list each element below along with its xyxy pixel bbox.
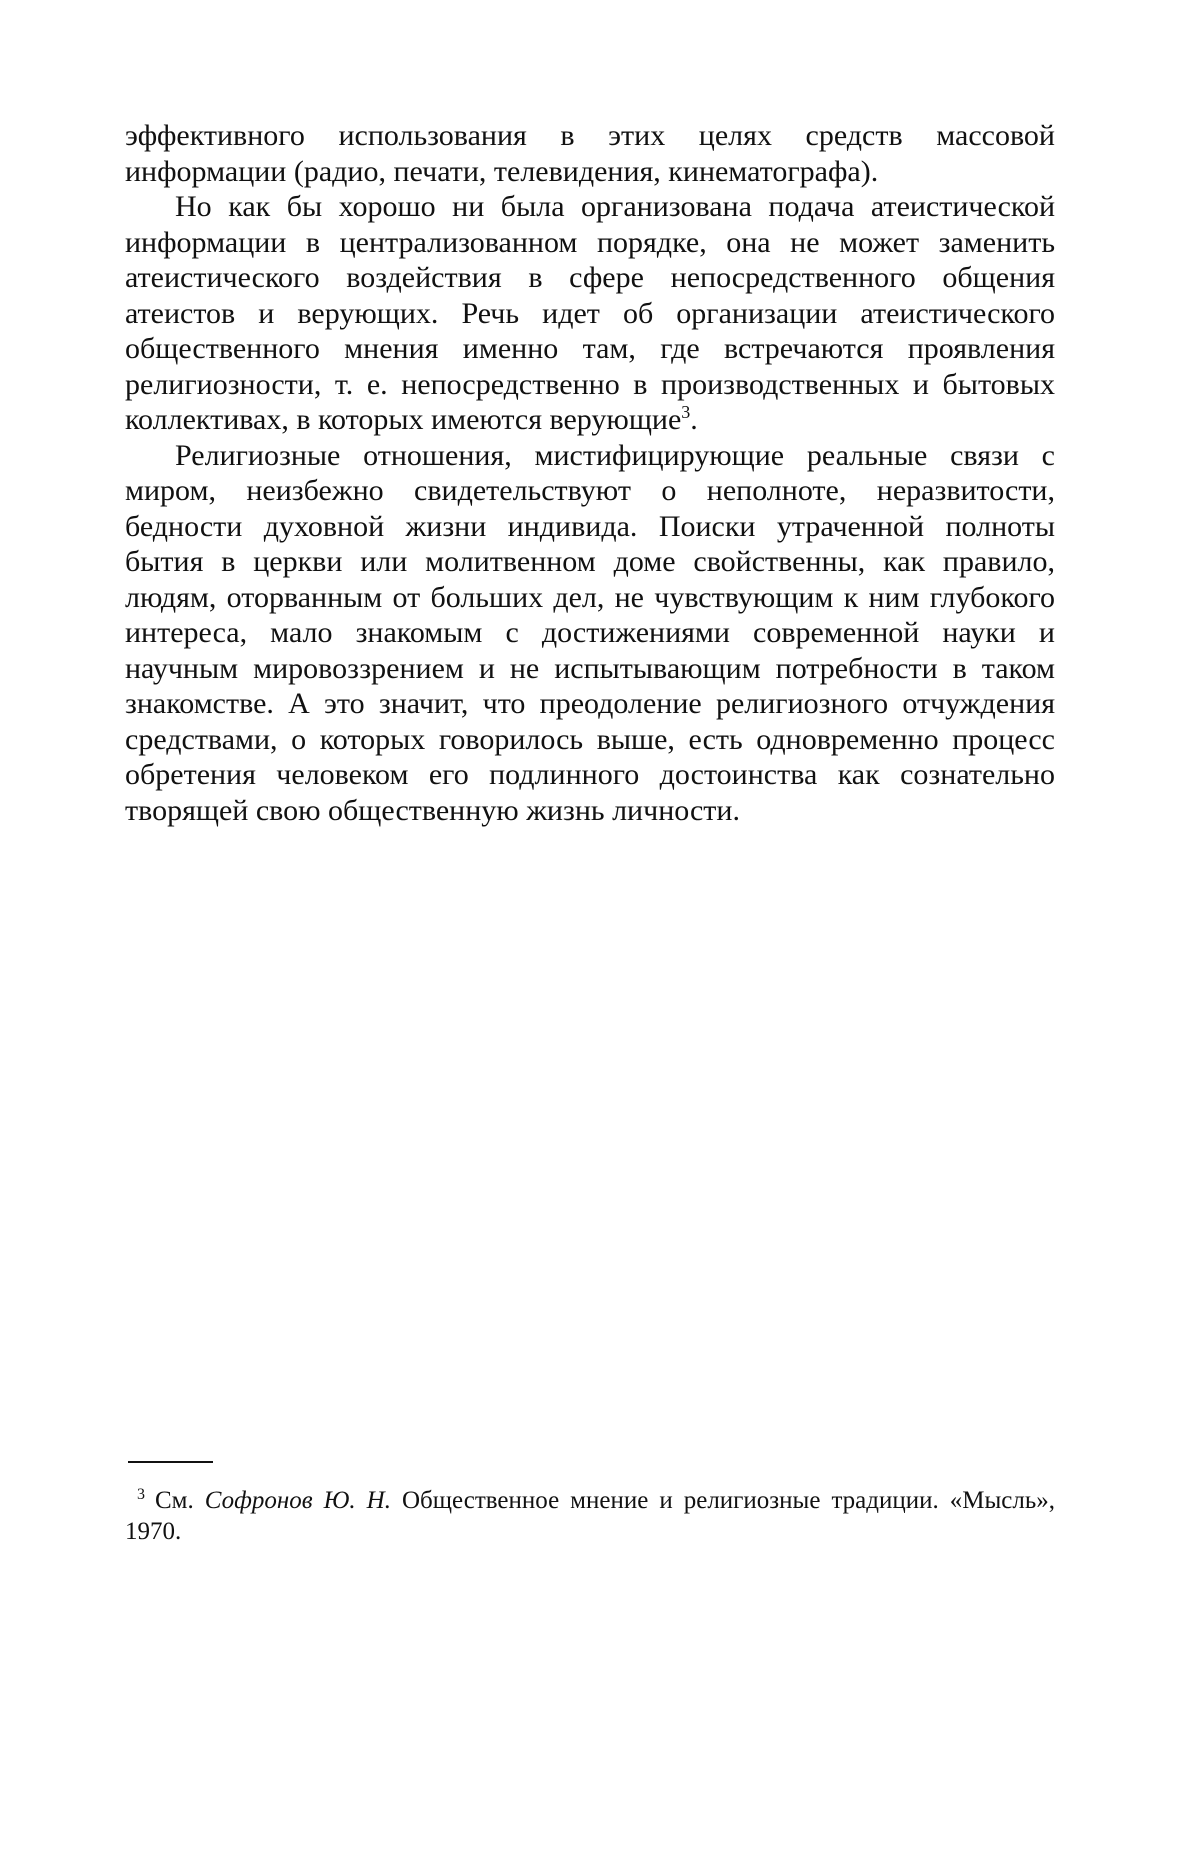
- paragraph-2-text: Но как бы хорошо ни была организована подача атеистической информации в централизованном порядке, она не может заменить атеистического воздействия в сфере непосредственного общения атеистов и верующих. Речь идет об организации атеистического общественного мнения именно там, где встречаются проявления религиозности, т. е. непосредственно в производственных и бытовых коллективах, в которых имеются верующие: [125, 190, 1055, 436]
- footnote: [125, 1485, 1055, 1547]
- footnote-author: Софронов Ю. Н.: [204, 1487, 391, 1514]
- footnote-mark: 3: [137, 1485, 145, 1503]
- paragraph-atheist-information: [125, 189, 1055, 438]
- paragraph-religious-relations: [125, 438, 1055, 829]
- footnote-reference: 3: [681, 402, 691, 422]
- footnote-prefix: См.: [155, 1487, 194, 1514]
- paragraph-1-text: эффективного использования в этих целях средств массовой информации (радио, печати, телевидения, кинематографа).: [125, 119, 1055, 188]
- footnote-citation: Общественное мнение и религиозные традиции. «Мысль», 1970.: [125, 1487, 1056, 1545]
- body-text: [125, 118, 1055, 828]
- paragraph-continuation: [125, 118, 1055, 189]
- paragraph-2-end: .: [690, 403, 698, 436]
- footnote-divider: [128, 1461, 213, 1463]
- paragraph-3-text: Религиозные отношения, мистифицирующие реальные связи с миром, неизбежно свидетельствуют о неполноте, неразвитости, бедности духовной жизни индивида. Поиски утраченной полноты бытия в церкви или молитвенном доме свойственны, как правило, людям, оторванным от больших дел, не чувствующим к ним глубокого интереса, мало знакомым с достижениями современной науки и научным мировоззрением и не испытывающим потребности в таком знакомстве. А это значит, что преодоление религиозного отчуждения средствами, о которых говорилось выше, есть одновременно процесс обретения человеком его подлинного достоинства как сознательно творящей свою общественную жизнь личности.: [125, 438, 1055, 827]
